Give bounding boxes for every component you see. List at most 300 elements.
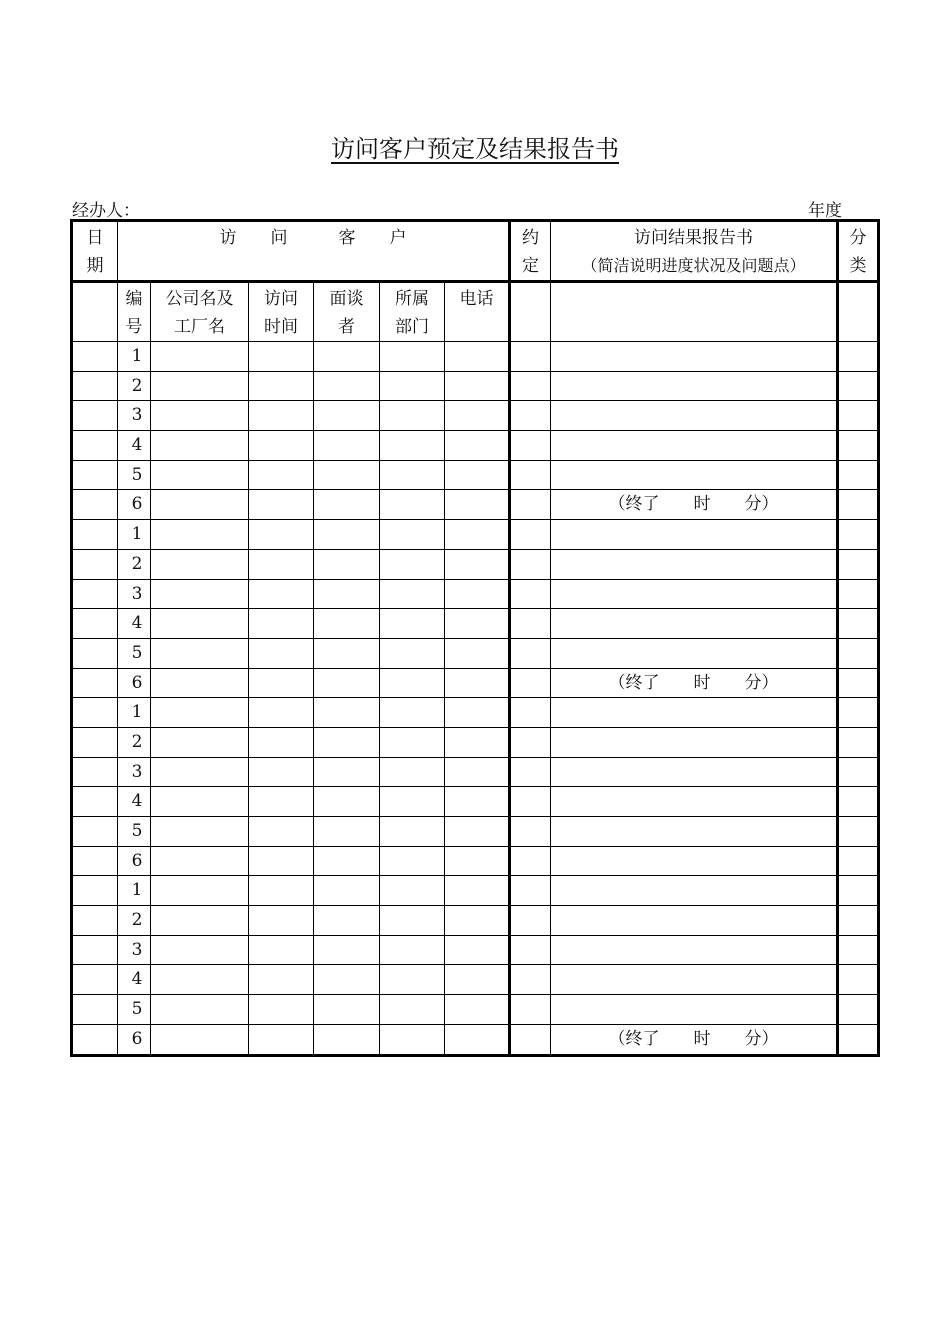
- interviewee-cell[interactable]: [314, 549, 380, 579]
- visit-time-cell[interactable]: [249, 846, 314, 876]
- page-title: 访问客户预定及结果报告书: [331, 135, 619, 163]
- phone-cell[interactable]: [445, 965, 510, 995]
- company-cell[interactable]: [151, 668, 249, 698]
- row-number-label: 4: [131, 791, 143, 812]
- department-cell[interactable]: [380, 995, 445, 1025]
- table-row: [72, 787, 879, 817]
- visit-time-cell[interactable]: [249, 579, 314, 609]
- department-header: 所属 部门: [380, 282, 445, 342]
- result-cell[interactable]: [551, 787, 838, 817]
- company-cell[interactable]: [151, 787, 249, 817]
- interviewee-cell[interactable]: [314, 371, 380, 401]
- interviewee-cell[interactable]: [314, 490, 380, 520]
- department-cell[interactable]: [380, 668, 445, 698]
- company-cell[interactable]: [151, 995, 249, 1025]
- category-cell[interactable]: [838, 609, 879, 639]
- row-number-label: 5: [131, 821, 143, 841]
- row-number: [118, 698, 151, 728]
- result-cell[interactable]: [551, 727, 838, 757]
- appointment-cell[interactable]: [510, 1024, 551, 1055]
- date-cell: [72, 935, 118, 965]
- row-number-label: 1: [131, 702, 143, 723]
- table-row: [72, 906, 879, 936]
- visit-time-cell[interactable]: [249, 935, 314, 965]
- interviewee-cell[interactable]: [314, 460, 380, 490]
- visit-time-cell[interactable]: [249, 371, 314, 401]
- result-cell[interactable]: [551, 549, 838, 579]
- result-cell[interactable]: [551, 965, 838, 995]
- appointment-cell[interactable]: [510, 817, 551, 847]
- appointment-header: 约 定: [510, 221, 551, 282]
- phone-cell[interactable]: [445, 401, 510, 431]
- result-header: 访问结果报告书 （简洁说明进度状况及问题点）: [551, 221, 838, 282]
- table-row: [72, 1024, 879, 1055]
- row-number: [118, 549, 151, 579]
- table-row: [72, 965, 879, 995]
- phone-cell[interactable]: [445, 935, 510, 965]
- row-number: [118, 460, 151, 490]
- interviewee-cell[interactable]: [314, 342, 380, 372]
- visit-time-cell[interactable]: [249, 431, 314, 461]
- phone-cell[interactable]: [445, 757, 510, 787]
- department-cell[interactable]: [380, 579, 445, 609]
- visit-time-cell[interactable]: [249, 906, 314, 936]
- company-cell[interactable]: [151, 401, 249, 431]
- row-number: [118, 906, 151, 936]
- company-cell[interactable]: [151, 460, 249, 490]
- end-time-note: （终了 时 分）: [608, 1028, 779, 1049]
- row-number-label: 6: [131, 494, 143, 515]
- date-cell: [72, 668, 118, 698]
- phone-cell[interactable]: [445, 579, 510, 609]
- department-cell[interactable]: [380, 609, 445, 639]
- company-cell[interactable]: [151, 371, 249, 401]
- visit-time-cell[interactable]: [249, 342, 314, 372]
- visit-time-cell[interactable]: [249, 520, 314, 550]
- interviewee-cell[interactable]: [314, 876, 380, 906]
- appointment-cell[interactable]: [510, 579, 551, 609]
- result-cell[interactable]: [551, 638, 838, 668]
- phone-cell[interactable]: [445, 371, 510, 401]
- appointment-cell[interactable]: [510, 342, 551, 372]
- row-number-label: 4: [131, 969, 143, 990]
- visit-time-cell[interactable]: [249, 698, 314, 728]
- category-cell: [838, 282, 879, 342]
- appointment-cell[interactable]: [510, 431, 551, 461]
- table-row: [72, 638, 879, 668]
- result-cell[interactable]: [551, 995, 838, 1025]
- appointment-cell[interactable]: [510, 846, 551, 876]
- company-cell[interactable]: [151, 638, 249, 668]
- table-row: [72, 876, 879, 906]
- row-number: [118, 609, 151, 639]
- row-number-label: 2: [131, 910, 143, 931]
- appointment-cell[interactable]: [510, 490, 551, 520]
- result-cell[interactable]: [551, 342, 838, 372]
- handler-label: 经办人：: [72, 201, 140, 221]
- row-number: [118, 965, 151, 995]
- row-number: [118, 371, 151, 401]
- department-cell[interactable]: [380, 431, 445, 461]
- table-row: [72, 995, 879, 1025]
- no-header: 编 号: [118, 282, 151, 342]
- appointment-cell[interactable]: [510, 787, 551, 817]
- result-cell[interactable]: [551, 668, 838, 698]
- row-number-label: 4: [131, 435, 143, 456]
- date-cell: [72, 638, 118, 668]
- company-cell[interactable]: [151, 698, 249, 728]
- department-cell[interactable]: [380, 817, 445, 847]
- appointment-cell[interactable]: [510, 609, 551, 639]
- visit-time-cell[interactable]: [249, 965, 314, 995]
- company-cell[interactable]: [151, 579, 249, 609]
- header-row: [72, 221, 879, 282]
- row-number-label: 5: [131, 642, 143, 663]
- visit-time-cell[interactable]: [249, 757, 314, 787]
- category-cell[interactable]: [838, 549, 879, 579]
- date-cell: [72, 906, 118, 936]
- date-cell: [72, 757, 118, 787]
- date-cell: [72, 727, 118, 757]
- row-number: [118, 520, 151, 550]
- category-cell[interactable]: [838, 876, 879, 906]
- interviewee-cell[interactable]: [314, 1024, 380, 1055]
- company-cell[interactable]: [151, 965, 249, 995]
- row-number: [118, 342, 151, 372]
- category-cell[interactable]: [838, 965, 879, 995]
- row-number: [118, 431, 151, 461]
- category-cell[interactable]: [838, 668, 879, 698]
- category-cell[interactable]: [838, 490, 879, 520]
- date-cell: [72, 401, 118, 431]
- appointment-cell[interactable]: [510, 460, 551, 490]
- appointment-cell[interactable]: [510, 520, 551, 550]
- visit-time-cell[interactable]: [249, 460, 314, 490]
- table-row: [72, 342, 879, 372]
- visit-time-cell[interactable]: [249, 638, 314, 668]
- category-cell[interactable]: [838, 727, 879, 757]
- date-cell: [72, 965, 118, 995]
- appointment-cell[interactable]: [510, 371, 551, 401]
- end-time-note: （终了 时 分）: [608, 494, 779, 515]
- row-number: [118, 727, 151, 757]
- company-cell[interactable]: [151, 1024, 249, 1055]
- interviewee-cell[interactable]: [314, 906, 380, 936]
- department-cell[interactable]: [380, 549, 445, 579]
- date-cell: [72, 460, 118, 490]
- date-cell: [72, 1024, 118, 1055]
- company-cell[interactable]: [151, 549, 249, 579]
- appointment-cell[interactable]: [510, 995, 551, 1025]
- phone-cell[interactable]: [445, 1024, 510, 1055]
- phone-cell[interactable]: [445, 520, 510, 550]
- interviewee-cell[interactable]: [314, 995, 380, 1025]
- category-cell[interactable]: [838, 520, 879, 550]
- department-cell[interactable]: [380, 460, 445, 490]
- result-cell[interactable]: [551, 520, 838, 550]
- visit-time-cell[interactable]: [249, 876, 314, 906]
- category-cell[interactable]: [838, 846, 879, 876]
- table-row: [72, 757, 879, 787]
- department-cell[interactable]: [380, 371, 445, 401]
- category-cell[interactable]: [838, 460, 879, 490]
- interviewee-cell[interactable]: [314, 638, 380, 668]
- appointment-cell[interactable]: [510, 727, 551, 757]
- row-number: [118, 846, 151, 876]
- company-cell[interactable]: [151, 520, 249, 550]
- visit-time-cell[interactable]: [249, 401, 314, 431]
- category-cell[interactable]: [838, 757, 879, 787]
- row-number: [118, 668, 151, 698]
- company-cell[interactable]: [151, 757, 249, 787]
- row-number: [118, 401, 151, 431]
- category-cell[interactable]: [838, 906, 879, 936]
- appointment-cell[interactable]: [510, 668, 551, 698]
- department-cell[interactable]: [380, 727, 445, 757]
- interviewee-cell[interactable]: [314, 846, 380, 876]
- result-cell[interactable]: [551, 579, 838, 609]
- row-number-label: 2: [131, 375, 143, 396]
- date-cell: [72, 371, 118, 401]
- result-cell[interactable]: [551, 817, 838, 847]
- phone-cell[interactable]: [445, 727, 510, 757]
- category-cell[interactable]: [838, 787, 879, 817]
- company-cell[interactable]: [151, 846, 249, 876]
- result-cell[interactable]: [551, 609, 838, 639]
- department-cell[interactable]: [380, 876, 445, 906]
- category-cell[interactable]: [838, 935, 879, 965]
- row-number: [118, 1024, 151, 1055]
- row-number-label: 6: [131, 672, 143, 693]
- date-cell: [72, 787, 118, 817]
- date-cell: [72, 520, 118, 550]
- row-number: [118, 757, 151, 787]
- visit-time-cell[interactable]: [249, 668, 314, 698]
- result-cell[interactable]: [551, 757, 838, 787]
- date-cell: [72, 876, 118, 906]
- department-cell[interactable]: [380, 342, 445, 372]
- category-cell[interactable]: [838, 638, 879, 668]
- department-cell[interactable]: [380, 846, 445, 876]
- row-number-label: 6: [131, 850, 143, 871]
- table-row: [72, 401, 879, 431]
- date-cell: [72, 817, 118, 847]
- date-cell: [72, 609, 118, 639]
- date-cell: [72, 995, 118, 1025]
- result-cell[interactable]: [551, 401, 838, 431]
- interviewee-cell[interactable]: [314, 817, 380, 847]
- visit-time-cell[interactable]: [249, 549, 314, 579]
- department-cell[interactable]: [380, 1024, 445, 1055]
- year-label: 年度: [808, 201, 842, 221]
- result-cell[interactable]: [551, 460, 838, 490]
- result-cell[interactable]: [551, 906, 838, 936]
- appointment-cell[interactable]: [510, 935, 551, 965]
- interviewee-cell[interactable]: [314, 579, 380, 609]
- row-number: [118, 995, 151, 1025]
- date-cell: [72, 282, 118, 342]
- table-row: [72, 460, 879, 490]
- phone-cell[interactable]: [445, 549, 510, 579]
- appointment-cell[interactable]: [510, 638, 551, 668]
- interviewee-cell[interactable]: [314, 698, 380, 728]
- date-cell: [72, 490, 118, 520]
- result-cell[interactable]: [551, 935, 838, 965]
- category-cell[interactable]: [838, 817, 879, 847]
- subheader-row: [72, 282, 879, 342]
- category-cell[interactable]: [838, 995, 879, 1025]
- end-time-note: （终了 时 分）: [608, 672, 779, 693]
- result-cell[interactable]: [551, 846, 838, 876]
- visit-time-header: 访问 时间: [249, 282, 314, 342]
- company-cell[interactable]: [151, 342, 249, 372]
- department-cell[interactable]: [380, 787, 445, 817]
- category-cell[interactable]: [838, 579, 879, 609]
- phone-cell[interactable]: [445, 817, 510, 847]
- date-cell: [72, 846, 118, 876]
- row-number-label: 2: [131, 731, 143, 752]
- interviewee-cell[interactable]: [314, 727, 380, 757]
- row-number-label: 1: [131, 524, 143, 545]
- table-row: [72, 727, 879, 757]
- visit-time-cell[interactable]: [249, 787, 314, 817]
- visit-customer-header: 访 问 客 户: [118, 221, 510, 282]
- table-row: [72, 579, 879, 609]
- company-cell[interactable]: [151, 609, 249, 639]
- table-row: [72, 817, 879, 847]
- visit-time-cell[interactable]: [249, 727, 314, 757]
- result-cell[interactable]: [551, 490, 838, 520]
- phone-cell[interactable]: [445, 460, 510, 490]
- interviewee-cell[interactable]: [314, 757, 380, 787]
- category-cell[interactable]: [838, 1024, 879, 1055]
- result-cell[interactable]: [551, 876, 838, 906]
- category-cell[interactable]: [838, 401, 879, 431]
- visit-time-cell[interactable]: [249, 1024, 314, 1055]
- table-row: [72, 431, 879, 461]
- company-cell[interactable]: [151, 906, 249, 936]
- date-cell: [72, 431, 118, 461]
- appointment-cell[interactable]: [510, 876, 551, 906]
- visit-time-cell[interactable]: [249, 609, 314, 639]
- interviewee-cell[interactable]: [314, 520, 380, 550]
- row-number-label: 2: [131, 553, 143, 574]
- department-cell[interactable]: [380, 935, 445, 965]
- company-cell[interactable]: [151, 431, 249, 461]
- result-cell[interactable]: [551, 698, 838, 728]
- phone-cell[interactable]: [445, 846, 510, 876]
- company-cell[interactable]: [151, 817, 249, 847]
- phone-cell[interactable]: [445, 787, 510, 817]
- appointment-cell: [510, 282, 551, 342]
- company-cell[interactable]: [151, 876, 249, 906]
- row-number-label: 1: [131, 346, 143, 366]
- row-number-label: 5: [131, 999, 143, 1020]
- phone-cell[interactable]: [445, 490, 510, 520]
- category-cell[interactable]: [838, 698, 879, 728]
- phone-cell[interactable]: [445, 668, 510, 698]
- appointment-cell[interactable]: [510, 401, 551, 431]
- appointment-cell[interactable]: [510, 549, 551, 579]
- category-cell[interactable]: [838, 371, 879, 401]
- date-cell: [72, 579, 118, 609]
- interviewee-cell[interactable]: [314, 609, 380, 639]
- date-cell: [72, 549, 118, 579]
- department-cell[interactable]: [380, 757, 445, 787]
- interviewee-cell[interactable]: [314, 935, 380, 965]
- department-cell[interactable]: [380, 906, 445, 936]
- result-cell[interactable]: [551, 431, 838, 461]
- company-cell[interactable]: [151, 727, 249, 757]
- category-cell[interactable]: [838, 431, 879, 461]
- appointment-cell[interactable]: [510, 757, 551, 787]
- result-cell[interactable]: [551, 371, 838, 401]
- department-cell[interactable]: [380, 638, 445, 668]
- row-number: [118, 787, 151, 817]
- phone-cell[interactable]: [445, 342, 510, 372]
- company-header: 公司名及 工厂名: [151, 282, 249, 342]
- interviewee-cell[interactable]: [314, 787, 380, 817]
- table-row: [72, 490, 879, 520]
- row-number: [118, 935, 151, 965]
- row-number: [118, 490, 151, 520]
- interviewee-cell[interactable]: [314, 668, 380, 698]
- department-cell[interactable]: [380, 965, 445, 995]
- interviewee-cell[interactable]: [314, 965, 380, 995]
- department-cell[interactable]: [380, 490, 445, 520]
- row-number-label: 3: [131, 761, 143, 782]
- department-cell[interactable]: [380, 520, 445, 550]
- table-row: [72, 371, 879, 401]
- row-number: [118, 579, 151, 609]
- category-cell[interactable]: [838, 342, 879, 372]
- table-row: [72, 520, 879, 550]
- table-row: [72, 609, 879, 639]
- table-row: [72, 549, 879, 579]
- appointment-cell[interactable]: [510, 906, 551, 936]
- appointment-cell[interactable]: [510, 965, 551, 995]
- table-row: [72, 846, 879, 876]
- department-cell[interactable]: [380, 698, 445, 728]
- interviewee-cell[interactable]: [314, 431, 380, 461]
- row-number-label: 3: [131, 583, 143, 604]
- interviewee-cell[interactable]: [314, 401, 380, 431]
- interviewee-header: 面谈 者: [314, 282, 380, 342]
- phone-cell[interactable]: [445, 995, 510, 1025]
- row-number-label: 3: [131, 939, 143, 960]
- phone-cell[interactable]: [445, 638, 510, 668]
- department-cell[interactable]: [380, 401, 445, 431]
- appointment-cell[interactable]: [510, 698, 551, 728]
- company-cell[interactable]: [151, 935, 249, 965]
- category-header: 分 类: [838, 221, 879, 282]
- phone-cell[interactable]: [445, 698, 510, 728]
- company-cell[interactable]: [151, 490, 249, 520]
- result-cell[interactable]: [551, 1024, 838, 1055]
- visit-time-cell[interactable]: [249, 817, 314, 847]
- visit-time-cell[interactable]: [249, 995, 314, 1025]
- visit-time-cell[interactable]: [249, 490, 314, 520]
- phone-cell[interactable]: [445, 876, 510, 906]
- row-number-label: 6: [131, 1028, 143, 1049]
- row-number-label: 4: [131, 613, 143, 634]
- report-table: [70, 219, 880, 1057]
- phone-cell[interactable]: [445, 609, 510, 639]
- row-number-label: 5: [131, 464, 143, 485]
- phone-cell[interactable]: [445, 906, 510, 936]
- phone-cell[interactable]: [445, 431, 510, 461]
- row-number: [118, 876, 151, 906]
